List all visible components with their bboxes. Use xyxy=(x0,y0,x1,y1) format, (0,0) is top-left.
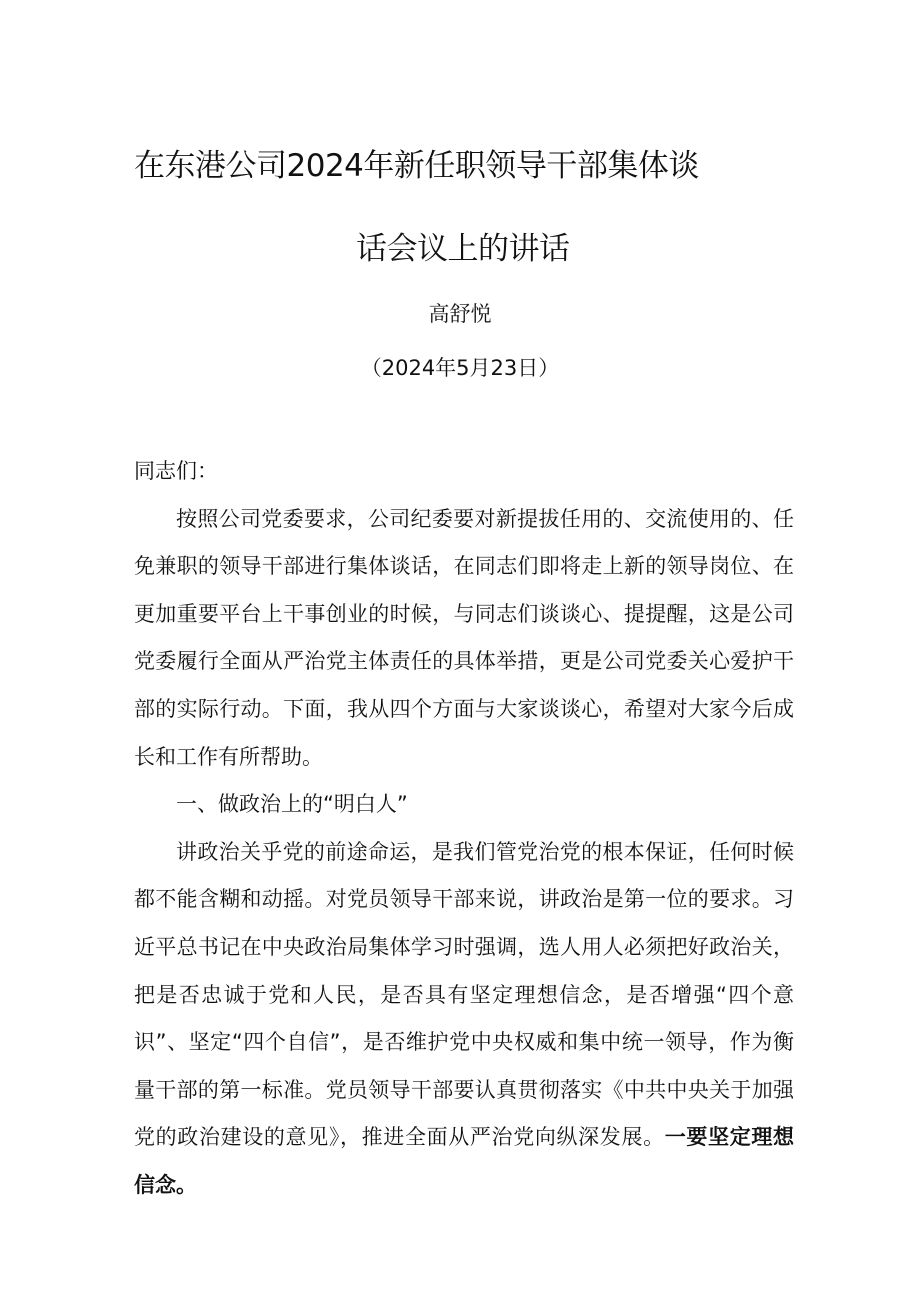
author-name: 高舒悦 xyxy=(428,302,492,326)
section-paragraph-text: 讲政治关乎党的前途命运，是我们管党治党的根本保证，任何时候都不能含糊和动摇。对党员领导干部来说，讲政治是第一位的要求。习近平总书记在中央政治局集体学习时强调，选人用人必须把好政治关，把是否忠诚于党和人民，是否具有坚定理想信念，是否增强“四个意识”、坚定“四个自信”，是否维护党中央权威和集中统一领导，作为衡量干部的第一标准。党员领导干部要认真贯彻落实《中共中央关于加强党的政治建设的意见》，推进全面从严治党向纵深发展。 xyxy=(134,839,794,1150)
speech-title-line-1: 在东港公司2024年新任职领导干部集体谈 xyxy=(134,148,699,184)
intro-paragraph: 按照公司党委要求，公司纪委要对新提拔任用的、交流使用的、任免兼职的领导干部进行集体谈话，在同志们即将走上新的领导岗位、在更加重要平台上干事创业的时候，与同志们谈谈心、提提醒，这是公司党委履行全面从严治党主体责任的具体举措，更是公司党委关心爱护干部的实际行动。下面，我从四个方面与大家谈谈心，希望对大家今后成长和工作有所帮助。 xyxy=(134,506,794,769)
section-paragraph xyxy=(134,829,794,1210)
salutation: 同志们： xyxy=(134,459,218,483)
bold-emphasis: 一要坚定理想信念。 xyxy=(134,1125,794,1197)
section-heading: 一、做政治上的“明白人” xyxy=(176,792,408,817)
speech-body xyxy=(134,448,794,1210)
speech-date: （2024年5月23日） xyxy=(360,356,560,380)
speech-title-line-2: 话会议上的讲话 xyxy=(356,231,570,267)
